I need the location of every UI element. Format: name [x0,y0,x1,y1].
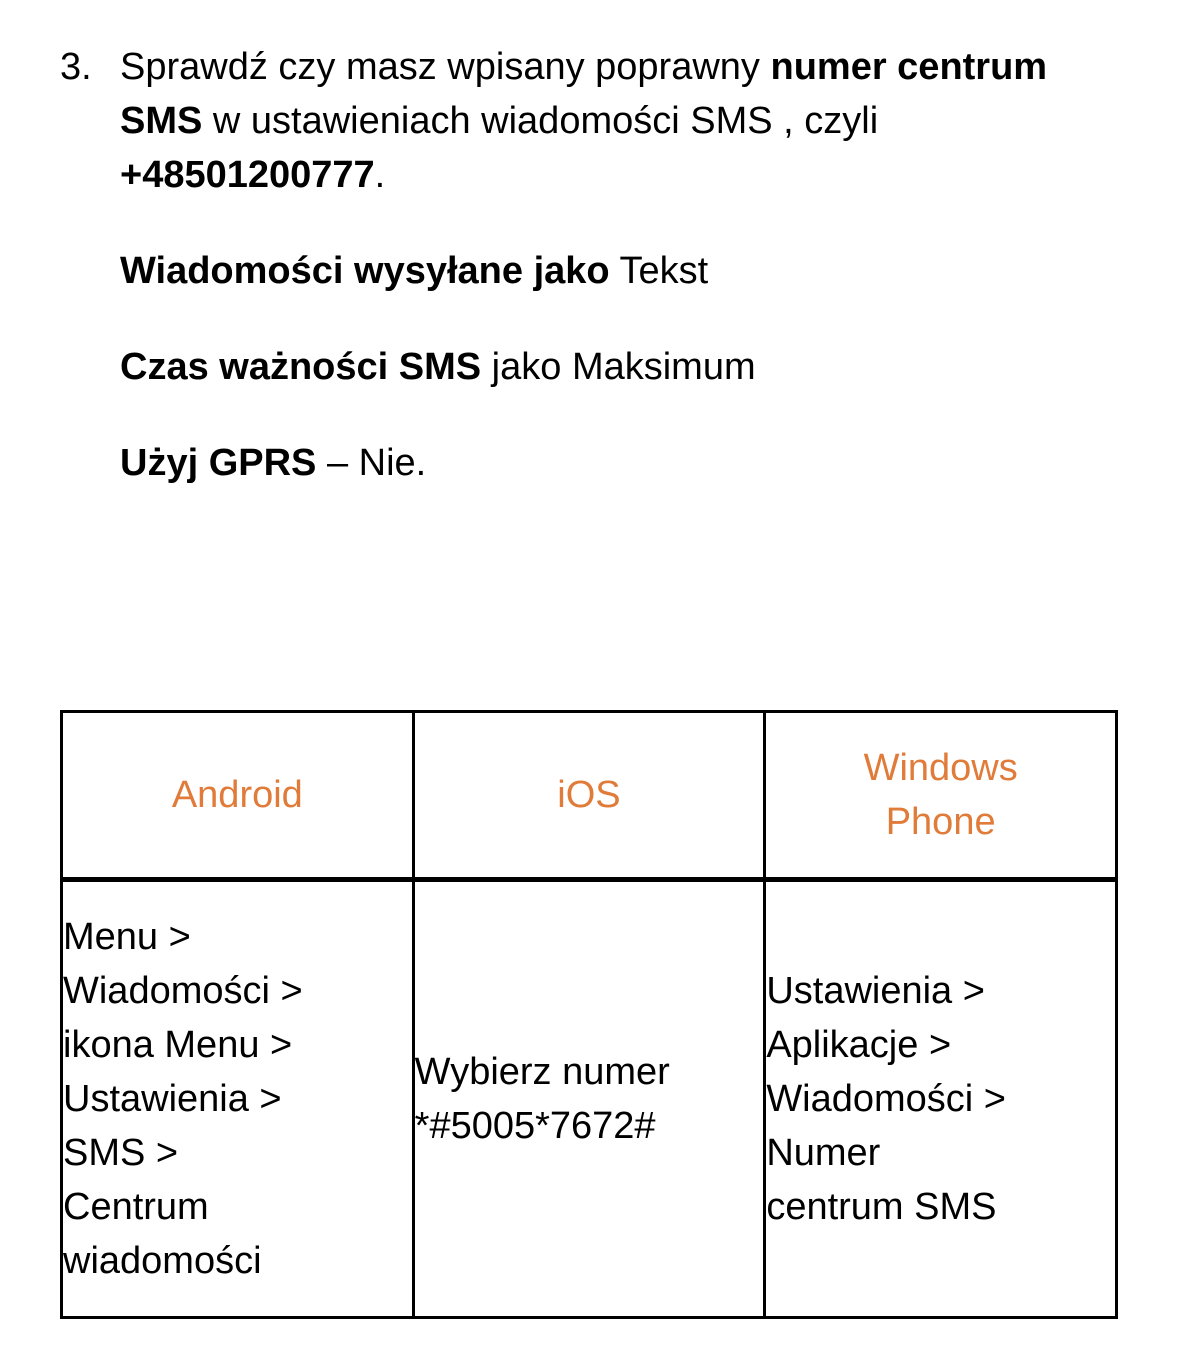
ios-step: Wybierz numer [414,1051,670,1093]
header-windows-phone-label: Windows Phone [863,747,1018,843]
instruction-step [60,40,1120,490]
setting-gprs [120,436,1080,490]
setting-message-type-value: Tekst [609,250,709,292]
step-body [120,40,1080,490]
android-step: wiadomości [63,1240,262,1282]
header-ios-label: iOS [557,774,621,816]
instruction-text-a: Sprawdź czy masz wpisany poprawny [120,46,771,88]
header-ios [413,712,765,880]
cell-android [62,880,414,1318]
header-windows-phone [765,712,1117,880]
android-step: Centrum [63,1186,209,1228]
setting-message-type-label: Wiadomości wysyłane jako [120,250,610,292]
sms-center-instruction [120,40,1080,202]
ios-code: *#5005*7672# [414,1105,656,1147]
wp-step: Aplikacje > [766,1024,952,1066]
android-step: Menu > [63,916,191,958]
wp-step: centrum SMS [766,1186,997,1228]
android-step: ikona Menu > [63,1024,293,1066]
header-android [62,712,414,880]
setting-gprs-label: Użyj GPRS [120,442,317,484]
table-row [62,880,1117,1318]
cell-ios [413,880,765,1318]
setting-validity-value: jako Maksimum [481,346,756,388]
android-step: Wiadomości > [63,970,303,1012]
setting-message-type [120,244,1080,298]
wp-step: Numer [766,1132,881,1174]
setting-gprs-value: – Nie. [316,442,427,484]
header-android-label: Android [171,774,303,816]
wp-step: Wiadomości > [766,1078,1007,1120]
setting-validity [120,340,1080,394]
setting-validity-label: Czas ważności SMS [120,346,482,388]
instruction-text-b: w ustawieniach wiadomości SMS , czyli [202,100,879,142]
os-instructions-table [60,710,1118,1319]
instruction-end: . [374,154,386,196]
sms-center-number: +48501200777 [120,154,375,196]
wp-step: Ustawienia > [766,970,985,1012]
step-number: 3. [60,46,92,88]
android-step: SMS > [63,1132,179,1174]
table-header-row [62,712,1117,880]
sms-center-label: numer centrum SMS [120,46,1048,142]
android-step: Ustawienia > [63,1078,282,1120]
cell-windows-phone [765,880,1117,1318]
